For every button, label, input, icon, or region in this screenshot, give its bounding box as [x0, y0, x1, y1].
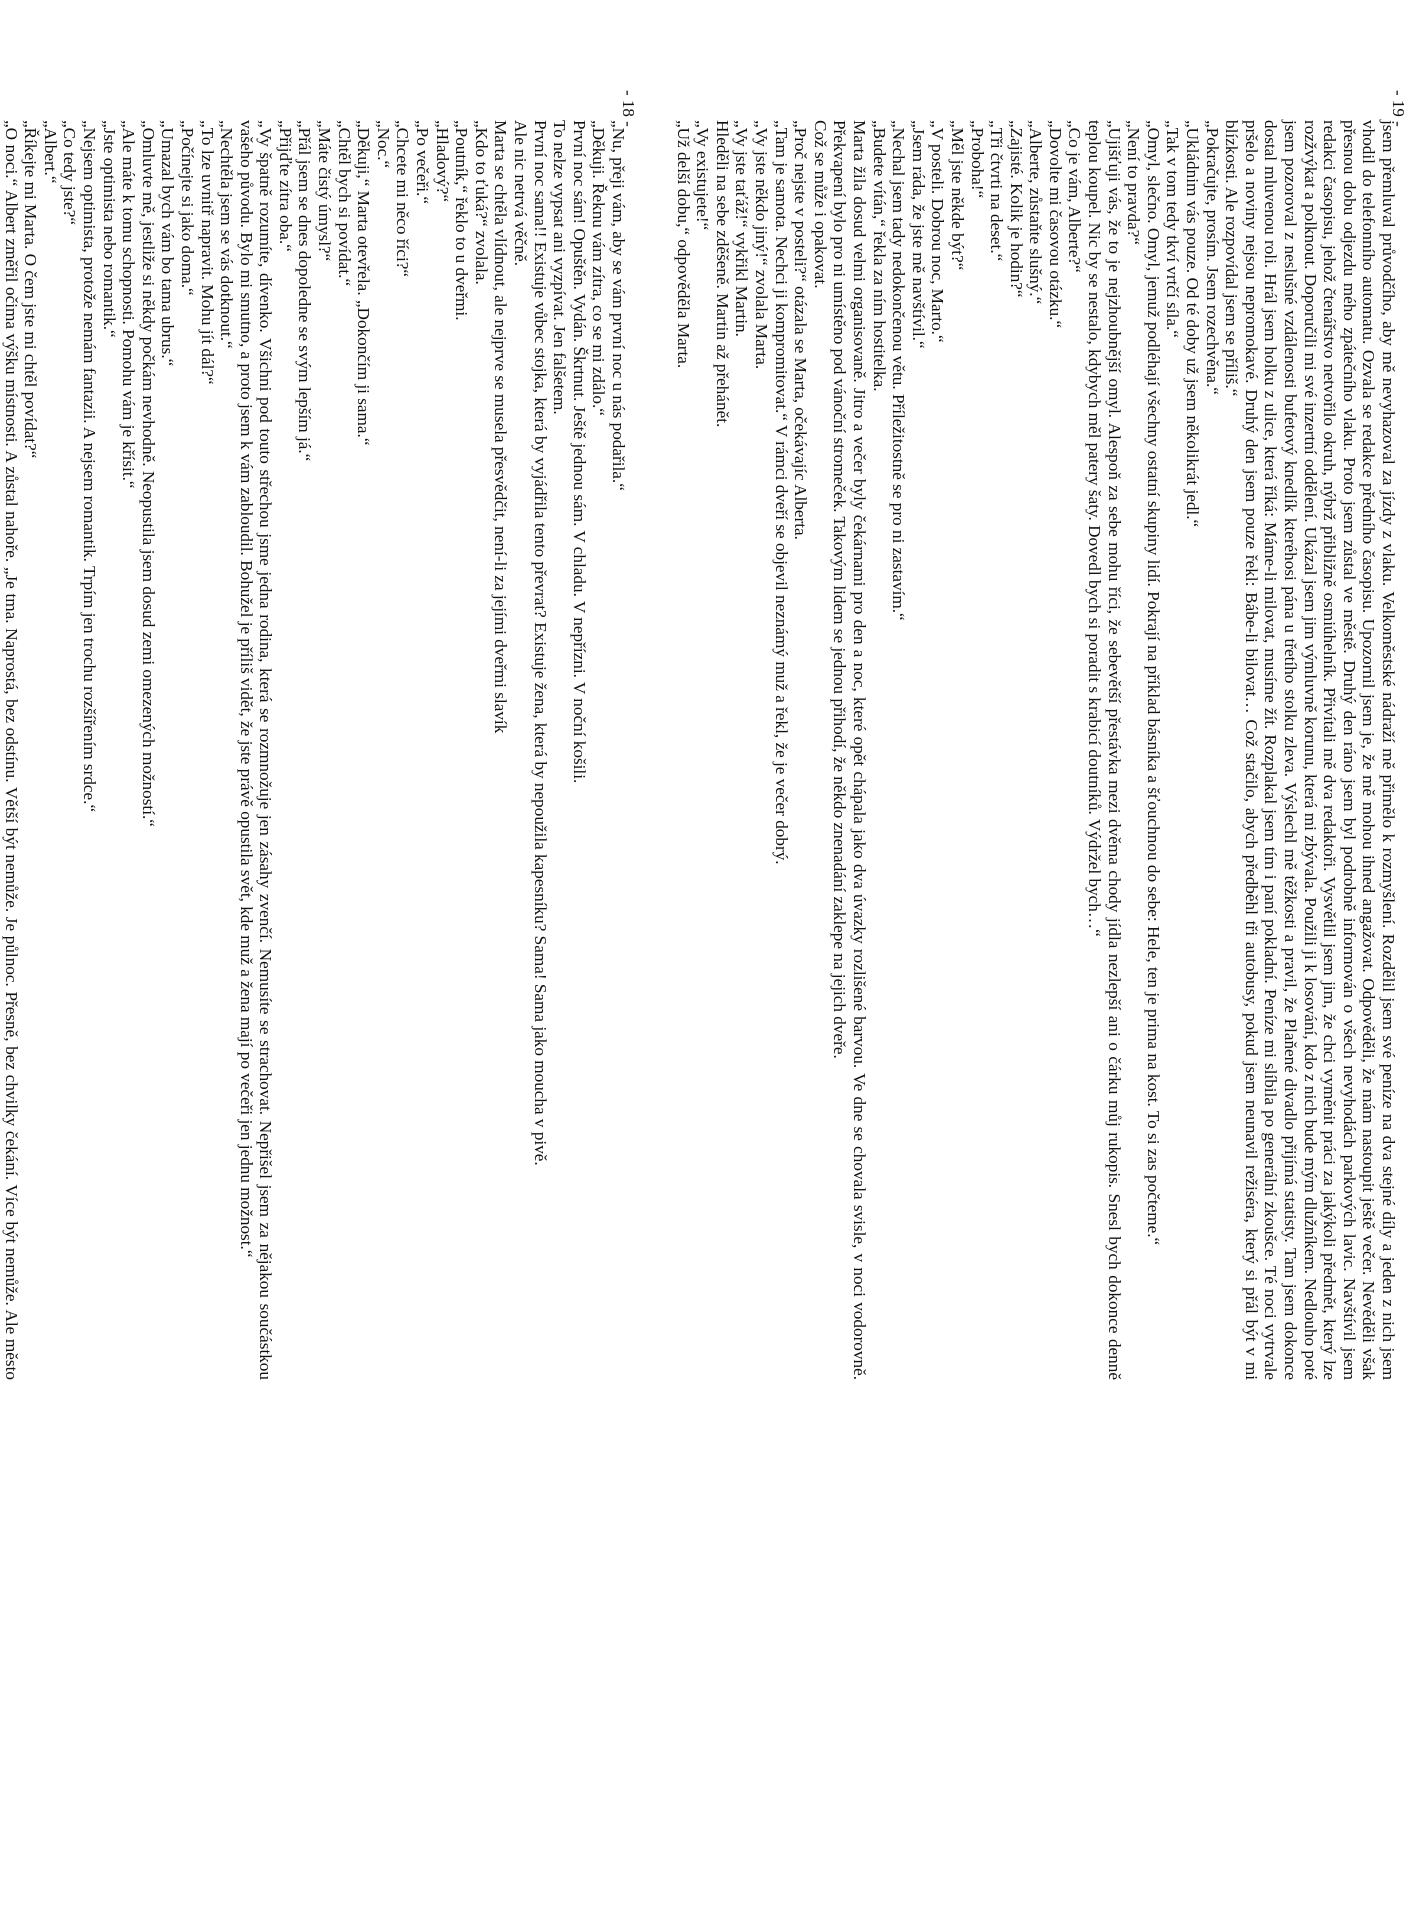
paragraph: „Co tedy jste?“: [60, 120, 80, 225]
paragraph: „Počínejte si jako doma.“: [177, 120, 197, 296]
paragraph: „O noci.“ Albert změřil očima výšku místnosti. A zůstal nahoře. „Je tma. Naprostá, bez odstínu. Větší být nemůže. Je půlnoc. Přesně, bez chvilky čekání. Více být nemůže. Ale město: [1, 120, 21, 1380]
paragraph: „Tam je samota. Nechci ji kompromitovat.“ V rámci dveří se objevil neznámý muž a řekl, že je večer dobrý.: [771, 120, 791, 865]
paragraph: „Děkuji. Řeknu vám zítra, co se mi zdálo.“: [589, 120, 609, 416]
paragraph: „Máte čistý úmysl?“: [315, 120, 335, 262]
paragraph: „To lze uvnitř napravit. Mohu jít dál?“: [197, 120, 217, 385]
paragraph: „Omluvte mě, jestliže si někdy počkám nevhodně. Neopustila jsem dosud zemi omezených možností.“: [138, 120, 158, 827]
page-text: [0, 120, 628, 1380]
page-text: [673, 120, 1398, 1380]
paragraph: „Alberte, zůstaňte slušný.“: [1026, 120, 1046, 305]
paragraph: „Měl jste někde být?“: [947, 120, 967, 271]
paragraph: „Vy existujete!“: [693, 120, 713, 231]
book-page-right: [673, 50, 1408, 1840]
paragraph: „V posteli. Dobrou noc, Marto.“: [928, 120, 948, 343]
paragraph: „Vy špatně rozumíte, dívenko. Všichni pod touto střechou jsme jedna rodina, která se rozmnožuje jen zásahy zvenčí. Nemusíte se strachovat. Nepřišel jsem za nějakou součástkou vašeho původu. Bylo mi smutno, a proto jsem k vám zabloudil. Bohužel je příliš vidět, že jste právě opustila svět, kde muž a žena mají po večeři jen jednu možnost.“: [236, 120, 276, 1380]
paragraph: „Říkejte mi Marta. O čem jste mi chtěl povídat?“: [21, 120, 41, 459]
paragraph: „Albert.“: [40, 120, 60, 184]
paragraph: Marta žila dosud velmi organisovaně. Jitro a večer byly čekárnami pro den a noc, které opět chápala jako dva úvazky rozlišené barvou. Ve dne se chovala svisle, v noci vodorovně. Překvapení bylo pro ni umístěno pod vánoční stromeček. Takovým lidem se jednou přihodí, že někdo znenadání zaklepe na jejich dveře.: [830, 120, 869, 1380]
paragraph: „Není to pravda?“: [1124, 120, 1144, 246]
paragraph: „Dovolte mi časovou otázku.“: [1045, 120, 1065, 329]
paragraph: „Nechtěla jsem se vás dotknout.“: [217, 120, 237, 349]
page-number: - 19 -: [1389, 90, 1408, 127]
paragraph: „Tři čtvrti na deset.“: [987, 120, 1007, 262]
paragraph: „Proč nejste v posteli?“ otázala se Marta, očekávajíc Alberta.: [791, 120, 811, 540]
paragraph: „Poutník,“ řeklo to u dveřmi.: [452, 120, 472, 321]
book-page-left: [0, 50, 638, 1840]
paragraph: „Ukládnim vás pouze. Od té doby už jsem několikrát jedl.“: [1183, 120, 1203, 528]
paragraph: „Zajisté. Kolik je hodin?“: [1006, 120, 1026, 298]
paragraph: První noc sám! Opuštěn. Vydán. Škrtnut. Ještě jednou sám. V chladu. V nepřízni. V noční košili.: [569, 120, 589, 784]
paragraph: „Vy jste někdo jiný!“ zvolala Marta.: [752, 120, 771, 370]
paragraph: „Přijďte zítra oba.“: [275, 120, 295, 252]
paragraph: „Nu, přeji vám, aby se vám první noc u nás podařila.“: [609, 120, 628, 491]
paragraph: jsem přemluval průvodčího, aby mě nevyhazoval za jízdy z vlaku. Velkoměstské nádraží mě přimělo k rozmyšlení. Rozdělil jsem své peníze na dva stejné díly a jeden z nich jsem vhodil do telefonního automatu. Ozvala se redakce předního časopisu. Upozornil jsem je, že mě mohou ihned angažovat. Odpověděli, že mám nastoupit ještě večer. Nevěděli však přesnou dobu odjezdu mého zpátečního vlaku. Proto jsem zůstal ve městě. Druhý den ráno jsem byl podrobně informován o všech nevyhodách parkových lavic. Navštívil jsem redakci časopisu, jehož čtenářstvo netvořilo okruh, nýbrž přibližně osmiúhelník. Přivítali mě dva redaktoři. Vysvětlil jsem jim, že chci vyměnit práci za jakýkoli předmět, který lze rozžvýkat a polknout. Doporučili mi své inzertní oddělení. Ukázal jsem jim výmluvně korunu, která mi zbývala. Použili ji k losování, kdo z nich bude mým dlužníkem. Nedlouho poté jsem pozoroval z neslušné vzdálenosti bufetový knedlík kteréhosi pána u třetího stolku zleva. Výslechl mě těžkosti a pravil, že Plaňené divadlo přijímá statisty. Tam jsem dokonce dostal mluvenou roli. Hrál jsem holku z ulice, která říká: Máme-li milovat, musíme žít. Rozplakal jsem tím i paní pokladní. Peníze mi slíbila po generální zkoušce. Té noci vytrvale pršelo a noviny nejsou nepromokavé. Druhý den jsem pouze řekl: Bábe-li bilovat… Což stačilo, abych předběhl tři autobusy, pokud jsem neunavil režiséra, který si přál být v mi blízkosti. Ale rozpovídal jsem se příliš.“: [1222, 120, 1398, 1380]
paragraph: „Vy jste taťáž!“ vykřikl Martin.: [732, 120, 752, 337]
paragraph: Hleděli na sebe zděšeně. Martin až přehánět.: [712, 120, 732, 428]
paragraph: „Po večeři.“: [413, 120, 433, 204]
paragraph: „Kdo to ťuká?“ zvolala.: [471, 120, 491, 285]
paragraph: „Přál jsem se dnes dopoledne se svým lepším já.“: [295, 120, 315, 462]
paragraph: Marta se chtěla vlídnout, ale nejprve se musela přesvědčit, není-li za jejími dveřmi slavík: [491, 120, 511, 734]
paragraph: „Už delší dobu,“ odpověděla Marta.: [673, 120, 693, 369]
paragraph: „Chcete mi něco říci?“: [393, 120, 413, 277]
paragraph: „Co je vám, Alberte?“: [1065, 120, 1085, 273]
paragraph: „Proboha!“: [967, 120, 987, 199]
paragraph: „Nechal jsem tady nedokončenou větu. Příležitostně se pro ni zastavím.“: [889, 120, 909, 621]
paragraph: „Hladový?“: [432, 120, 452, 203]
paragraph: „Děkuji,“ Marta otevřela. „Dokončím ji sama.“: [354, 120, 374, 446]
paragraph: „Umazal bych vám bo tama ubrus.“: [158, 120, 178, 367]
paragraph: Což se může i opakovat.: [810, 120, 830, 289]
paragraph: „Budete vítán,“ řekla za ním hostitelka.: [869, 120, 889, 392]
paragraph: „Ale máte k tomu schopnosti. Pomohu vám je křísit.“: [119, 120, 139, 489]
paragraph: „Nejsem optimista, protože nemám fantazii. A nejsem romantik. Trpím jen trochu rozšířením srdce.“: [79, 120, 99, 813]
paragraph: „Chtěl bych si povídat.“: [334, 120, 354, 287]
paragraph: „Omyl, slečno. Omyl, jemuž podléhají všechny ostatní skupiny lidí. Pokrají na příklad básníka a šťouchnou do sebe: Hele, ten je prima na kost. To si zas počteme.“: [1143, 120, 1163, 1246]
paragraph: První noc sama!! Existuje vůbec stojka, která by vyjádřila tento převrat? Existuje žena, která by nepoužila kapesníku? Sama! Sama jako moucha v pivě.: [530, 120, 550, 1166]
paragraph: „Ujišťuji vás, že to je nejzhoubnější omyl. Alespoň za sebe mohu říci, že sebevětší přestávka mezi dvěma chody jídla nezlepší ani o čárku můj rukopis. Snesl bych dokonce denně teplou koupel. Nic by se nestalo, kdybych měl patery šaty. Dovedl bych si poradit s krabicí doutníků. Výdržel bych…“: [1085, 120, 1124, 1380]
paragraph: Ale nic netrvá věčně.: [511, 120, 531, 267]
paragraph: „Jste optimista nebo romantik.“: [99, 120, 119, 338]
paragraph: „Noc.“: [373, 120, 393, 169]
page-number: - 18 -: [619, 90, 638, 127]
paragraph: „Tak v tom tedy tkví vrtčí síla.“: [1163, 120, 1183, 338]
paragraph: To nelze vypsat ani vyzpívat. Jen falšetem.: [550, 120, 570, 415]
paragraph: „Pokračujte, prosím. Jsem rozechvěna.“: [1202, 120, 1222, 395]
paragraph: „Jsem ráda, že jste mě navštívil.“: [908, 120, 928, 349]
